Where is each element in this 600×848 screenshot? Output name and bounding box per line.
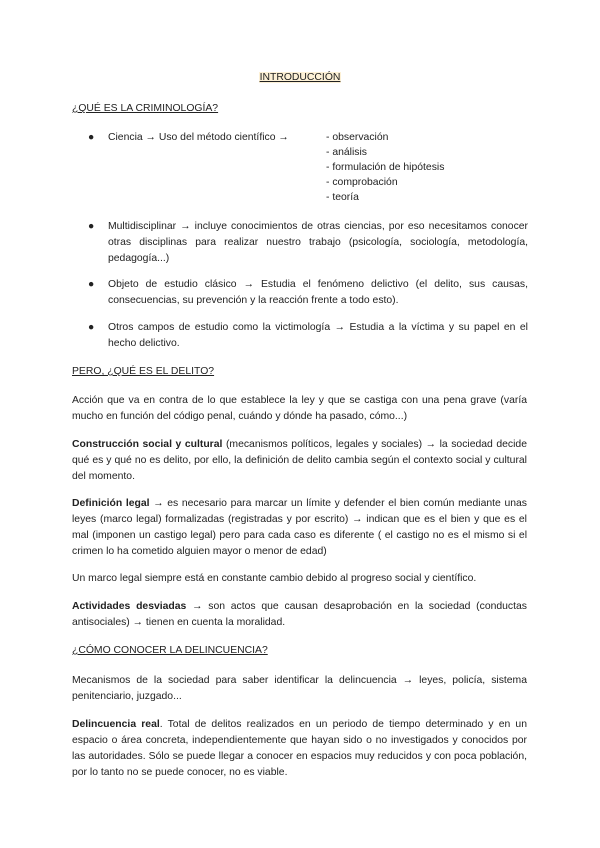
paragraph-construccion-social bbox=[72, 437, 527, 485]
paragraph-actividades-desviadas bbox=[72, 599, 527, 631]
paragraph-delincuencia-real bbox=[72, 717, 527, 781]
bullet-text: Otros campos de estudio como la victimología → Estudia a la víctima y su papel en el hecho delictivo. bbox=[108, 322, 528, 349]
section-heading-criminologia: ¿QUÉ ES LA CRIMINOLOGÍA? bbox=[72, 103, 219, 114]
subitem: - análisis bbox=[326, 147, 367, 158]
paragraph-marco-legal: Un marco legal siempre está en constante cambio debido al progreso social y científico. bbox=[72, 573, 477, 584]
bullet-text: Multidisciplinar → incluye conocimientos de otras ciencias, por eso necesitamos conocer otras disciplinas para realizar nuestro trabajo (psicología, sociología, metodología, pedagogía...) bbox=[108, 221, 528, 264]
paragraph-text: (mecanismos políticos, legales y sociales) → la sociedad decide qué es y qué no es delito, por ello, la definición de delito cambia según el contexto social y cultural del momento. bbox=[72, 439, 527, 482]
bullet-text: Ciencia → Uso del método científico → bbox=[108, 132, 289, 143]
method-subitems bbox=[326, 130, 444, 205]
subitem: - formulación de hipótesis bbox=[326, 162, 445, 173]
bullet-dot-icon: ● bbox=[88, 279, 95, 290]
paragraph-text: → es necesario para marcar un límite y defender el bien común mediante unas leyes (marco legal) formalizadas (registradas y por escrito) → indican que es el bien y que es el mal (imponen un castigo legal) pero para cada caso es diferente ( el castigo no es el mismo si el crimen lo ha cometido alguien mayor o menor de edad) bbox=[72, 498, 527, 557]
bold-term: Actividades desviadas bbox=[72, 601, 187, 612]
paragraph-accion: Acción que va en contra de lo que establece la ley y que se castiga con una pena grave (varía mucho en función del código penal, cuándo y dónde ha pasado, cómo...) bbox=[72, 395, 527, 422]
bullet-dot-icon: ● bbox=[88, 221, 95, 232]
bullet-dot-icon: ● bbox=[88, 322, 95, 333]
bullet-text: Objeto de estudio clásico → Estudia el fenómeno delictivo (el delito, sus causas, consecuencias, su prevención y la reacción frente a todo esto). bbox=[108, 279, 528, 306]
subitem: - observación bbox=[326, 132, 389, 143]
section-heading-delincuencia: ¿CÓMO CONOCER LA DELINCUENCIA? bbox=[72, 645, 268, 656]
subitem: - teoría bbox=[326, 192, 359, 203]
bold-term: Delincuencia real bbox=[72, 719, 160, 730]
paragraph-text: . Total de delitos realizados en un periodo de tiempo determinado y en un espacio o área concreta, independientemente que hayan sido o no investigados y conocidos por las autoridades. Sólo se puede llegar a conocer en espacios muy reducidos y con poca población, por lo tanto no se puede conocer, no es viable. bbox=[72, 719, 527, 778]
section-heading-delito: PERO, ¿QUÉ ES EL DELITO? bbox=[72, 366, 215, 377]
paragraph-mecanismos: Mecanismos de la sociedad para saber identificar la delincuencia → leyes, policía, sistema penitenciario, juzgado... bbox=[72, 675, 527, 702]
document-title: INTRODUCCIÓN bbox=[259, 72, 341, 83]
paragraph-definicion-legal bbox=[72, 496, 527, 560]
bold-term: Definición legal bbox=[72, 498, 150, 509]
subitem: - comprobación bbox=[326, 177, 398, 188]
bold-term: Construcción social y cultural bbox=[72, 439, 223, 450]
bullet-dot-icon: ● bbox=[88, 132, 95, 143]
paragraph-text: → son actos que causan desaprobación en la sociedad (conductas antisociales) → tienen en cuenta la moralidad. bbox=[72, 601, 527, 628]
